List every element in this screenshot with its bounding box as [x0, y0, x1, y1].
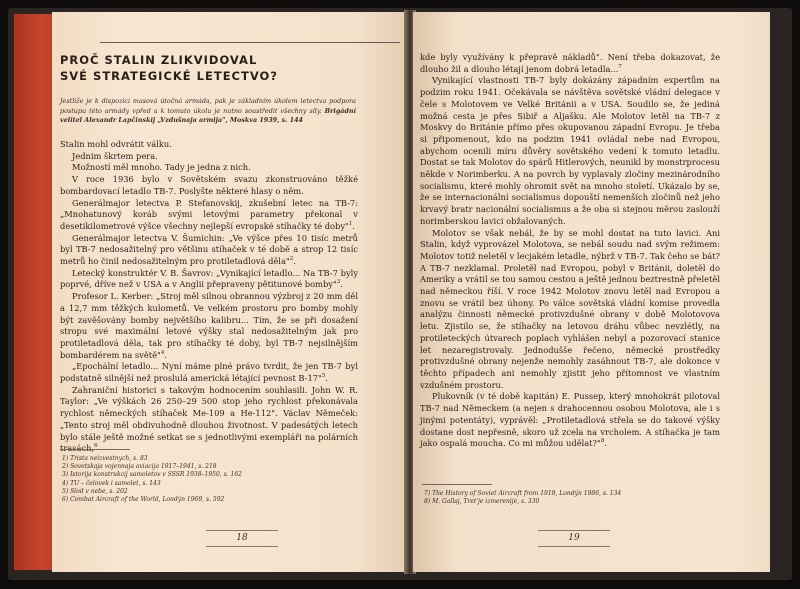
chapter-motto [60, 97, 356, 126]
chapter-title-line-2: SVÉ STRATEGICKÉ LETECTVO? [60, 69, 278, 83]
footnote: 8) M. Gallaj, Tret'je izmerenije, s. 330 [424, 498, 540, 506]
left-footnotes [62, 455, 242, 504]
paragraph: Molotov se však nebál, že by se mohl dostat na tuto lavici. Ani Stalin, když vyprovázel Molotova, se nebál soudu nad svým režimem: Molotov totiž neletěl v lecjakém letadle, nýbrž v TB-7. Tak čeho se bát? A TB-7 nezklamal. Proletěl nad Evropou, pobyl v Británii, doletěl do Ameriky a vrátil se tou samou cestou a ještě jednou beztrestně přeletěl nad německou říší. V roce 1942 Molotov znovu letěl nad Evropou a znovu se vrátil bez úhony. Po válce sovětská vládní komise provedla analýzu činnosti německé protivzdušné obrany v době Molotovova letu. Zjistilo se, že stíhačky na letovou dráhu vůbec nevzlétly, na protileteckých útvarech poplach vyhlášen nebyl a pozorovací stanice let nezaregistrovaly. Jednodušše řečeno, německé prostředky protivzdušné obrany nejenže nemohly zasáhnout TB-7, ale dokonce v těchto případech ani nemohly zjistit jeho přítomnost ve vlastním vzdušném prostoru. [420, 227, 720, 390]
footnote-mark: 7 [618, 63, 622, 70]
paragraph-text: „Epochální letadlo... Nyní máme plné právo tvrdit, že jen TB-7 byl podstatně silnější než proslulá americká létající pevnost B-17" [60, 361, 358, 384]
page-number-rule-top [538, 530, 610, 531]
footnote-mark: 4 [160, 349, 165, 356]
paragraph: „Epochální letadlo... Nyní máme plné právo tvrdit, že jen TB-7 byl podstatně silnější než proslulá americká létající pevnost B-17"$^5$. [60, 361, 358, 384]
paragraph: Jednim škrtem pera. [72, 150, 158, 161]
chapter-title-line-1: PROČ STALIN ZLIKVIDOVAL [60, 53, 258, 67]
paragraph: V roce 1936 bylo v Sovětském svazu zkonstruováno těžké bombardovací letadlo TB-7. Poslyšte některé hlasy o něm. [60, 174, 358, 196]
right-footnotes [424, 490, 621, 506]
footnote: 3) Istorija konstrukcij samoletov v SSSR 1938–1950, s. 162 [62, 471, 242, 479]
paragraph: Možností měl mnoho. Tady je jedna z nich. [72, 162, 251, 173]
motto-source: Brigádní velitel Alexandr Lapčinskij „Vzdušnaja armija", Moskva 1939, s. 144 [60, 106, 356, 125]
paragraph-text: Generálmajor letectva V. Šumichin: „Ve výšce přes 10 tisíc metrů byl TB-7 nedosažitelný pro většinu stíhaček v té době a strop 12 tisíc metrů ho činil nedosažitelným pro protiletadlová děla" [60, 232, 358, 267]
paragraph: Letecký konstruktér V. B. Šavrov: „Vynikající letadlo... Na TB-7 byly poprvé, dříve než v USA a v Anglii přepraveny pětitunové bomby"$^3$. [60, 267, 358, 290]
paragraph-text: kde byly využívány k přepravě nákladů". Není třeba dokazovat, že dlouho žil a dlouho létají jenom dobrá letadla... [420, 52, 720, 74]
paragraph: Stalin mohl odvrátit válku. [60, 139, 172, 149]
paragraph-text: Plukovník (v té době kapitán) E. Pussep, který mnohokrát pilotoval TB-7 nad Německem (a nejen s drahocennou osobou Molotova, ale i s jinými potentáty), vyprávěl: „Protiletadlová střela se do takové výšky dostane dost nepřesně, skoro už zcela na vrcholem. A stíhačka je tam jako ospalá moucha. Co mi můžou udělat?" [420, 391, 720, 449]
footnote-rule [422, 484, 492, 485]
paragraph [420, 52, 720, 75]
right-page-number: 19 [568, 533, 580, 543]
motto-text: Jestliže je k dispozici masová útočná armáda, pak je základním úkolem letectva podpora postupu této armády vpřed a k tomuto úkolu je nutno soustředit všechny síly. [60, 97, 356, 115]
chapter-top-rule [100, 42, 400, 43]
left-body-text [60, 139, 358, 455]
paragraph [60, 385, 358, 455]
footnote: 7) The History of Soviet Aircraft from 1918, Londýn 1986, s. 134 [424, 490, 622, 497]
left-page-number: 18 [236, 533, 248, 543]
footnote-mark: 6 [94, 443, 98, 450]
footnote-mark: 8 [600, 438, 605, 445]
page-number-rule-bottom [538, 546, 610, 547]
paragraph: Generálmajor letectva V. Šumichin: „Ve výšce přes 10 tisíc metrů byl TB-7 nedosažitelný pro většinu stíhaček v té době a strop 12 tisíc metrů ho činil nedosažitelným pro protiletadlová děla"$^2$. [60, 232, 358, 267]
page-number-rule-bottom [206, 546, 278, 547]
footnote: 1) Trista neizvestnych, s. 83 [62, 455, 148, 462]
footnote-mark: 2 [289, 256, 294, 263]
paragraph-text: Zahraniční historici s takovým hodnocením souhlasili. John W. R. Taylor: „Ve výškách 26 250–29 500 stop jeho rychlost překonávala rychlost německých stíhaček Me-109 a He-112". Václav Němeček: „Tento stroj měl obdivuhodně dlouhou životnost. V padesátých letech bylo stále ještě možné setkat se s jednotlivými exempláři na polárních trasách, [60, 384, 358, 454]
footnote: 6) Combat Aircraft of the World, Londýn 1969, s. 592 [62, 496, 225, 504]
paragraph: Plukovník (v té době kapitán) E. Pussep, který mnohokrát pilotoval TB-7 nad Německem (a nejen s drahocennou osobou Molotova, ale i s jinými potentáty), vyprávěl: „Protiletadlová střela se do takové výšky dostane dost nepřesně, skoro už zcela na vrcholem. A stíhačka je tam jako ospalá moucha. Co mi můžou udělat?"$^8$. [420, 391, 720, 449]
footnote-rule [60, 449, 130, 450]
footnote: 5) Slod v nebe, s. 202 [62, 487, 128, 495]
paragraph-text: Generálmajor letectva P. Stefanovskij, zkušební letec na TB-7: „Mnohatunový koráb svými letovými parametry překonal v desetikilometrové výšce všechny nejlepší evropské stíhačky té doby" [60, 197, 358, 231]
footnote-mark: 3 [336, 279, 341, 286]
paragraph: Vynikající vlastnosti TB-7 byly dokázány západním expertům na podzim roku 1941. Očekávala se návštěva sovětské vládní delegace v čele s Molotovem ve Velké Británii a v USA. Soudilo se, že jediná možná cesta je přes Sibiř a Aljašku. Ale Molotov letěl na TB-7 z Moskvy do Británie přímo přes okupovanou západní Evropu. Je třeba si připomenout, kdo na podzim 1941 ovládal nebe nad Evropou, abychom ocenili míru důvěry sovětského vedení k tomuto letadlu. Dostat se tak Molotov do spárů Hitlerových, neunikl by monstrprocesu někde v Norimberku. A na povrch by vyplavaly zločiny mezinárodního socialismu, které mohly ohromit svět na mnoho století. Ukázalo by se, že se internacionální socialismus dopouští nemenších zločinů než jeho krvavý bratr nacionální socialismus a že oba si stejnou měrou zaslouží norimberskou lavici obžalovaných. [420, 75, 720, 226]
footnote-mark: 1 [348, 221, 353, 228]
paragraph-text: Letecký konstruktér V. B. Šavrov: „Vynikající letadlo... Na TB-7 byly poprvé, dříve než v USA a v Anglii přepraveny pětitunové bomby" [60, 267, 358, 290]
page-number-rule-top [206, 530, 278, 531]
footnote-mark: 5 [321, 373, 326, 380]
paragraph: Generálmajor letectva P. Stefanovskij, zkušební letec na TB-7: „Mnohatunový koráb svými letovými parametry překonal v desetikilometrové výšce všechny nejlepší evropské stíhačky té doby"$^1$. [60, 197, 358, 231]
chapter-title [60, 52, 350, 84]
paragraph-text: Profesor L. Kerber: „Stroj měl silnou obrannou výzbroj z 20 mm děl a 12,7 mm těžkých kulometů. Ve velkém prostoru pro bomby mohly být zavěšovány bomby největšího kalibru... Tím, že se při dosažení stropu své maximální letové výšky stal nedosažitelným jak pro protiletadlová děla, tak pro stíhačky té doby, byl TB-7 nejsilnějším bombardérem na světě" [60, 291, 358, 360]
footnote: 4) TU – čelovek i samolet, s. 143 [62, 479, 161, 487]
paragraph: Profesor L. Kerber: „Stroj měl silnou obrannou výzbroj z 20 mm děl a 12,7 mm těžkých kulometů. Ve velkém prostoru pro bomby mohly být zavěšovány bomby největšího kalibru... Tím, že se při dosažení stropu své maximální letové výšky stal nedosažitelným jak pro protiletadlová děla, tak pro stíhačky té doby, byl TB-7 nejsilnějším bombardérem na světě"$^4$. [60, 291, 358, 360]
right-body-text [420, 52, 720, 450]
footnote: 2) Sovetskaja vojennaja aviacija 1917–1941, s. 218 [62, 463, 217, 471]
